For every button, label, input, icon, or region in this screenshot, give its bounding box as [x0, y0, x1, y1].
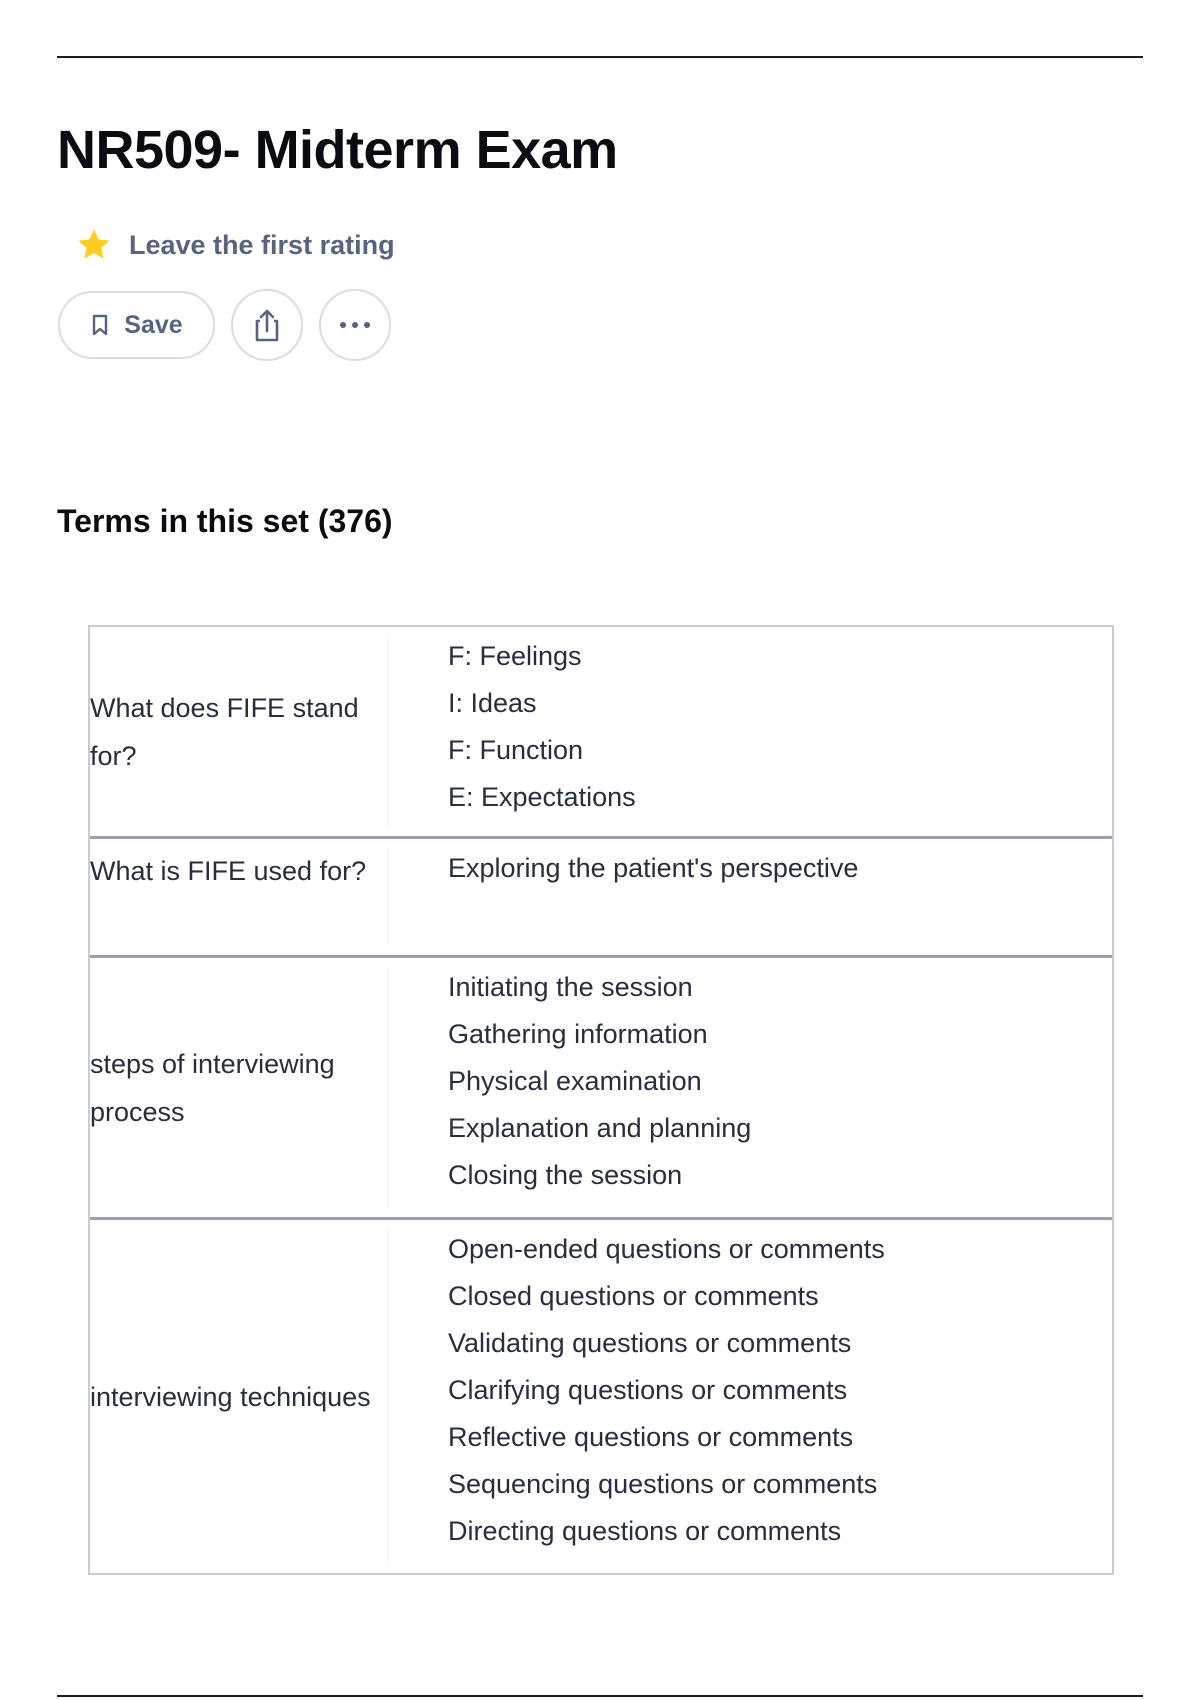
term-text: steps of interviewing process — [90, 966, 388, 1209]
definition-line: Reflective questions or comments — [448, 1422, 854, 1452]
star-icon — [75, 226, 113, 264]
definition-line: Exploring the patient's perspective — [448, 853, 859, 883]
top-divider — [57, 56, 1143, 58]
term-text: What is FIFE used for? — [90, 847, 388, 947]
definition-line: F: Feelings — [448, 641, 582, 671]
definition-line: I: Ideas — [448, 688, 537, 718]
terms-heading: Terms in this set (376) — [57, 503, 393, 539]
definition-line: F: Function — [448, 735, 584, 765]
term-definition — [388, 839, 1112, 955]
definition-line: Clarifying questions or comments — [448, 1375, 848, 1405]
definition-line: Initiating the session — [448, 972, 693, 1002]
term-row — [90, 955, 1112, 1217]
definition-line: Closing the session — [448, 1160, 683, 1190]
definition-line: Closed questions or comments — [448, 1281, 819, 1311]
term-text: What does FIFE stand for? — [90, 635, 388, 828]
definition-line: Open-ended questions or comments — [448, 1234, 885, 1264]
term-definition — [388, 958, 1112, 1217]
more-options-button[interactable] — [319, 289, 391, 361]
rating-link[interactable] — [75, 226, 395, 264]
term-text: interviewing techniques — [90, 1228, 388, 1565]
term-row — [90, 1217, 1112, 1573]
set-actions — [58, 291, 391, 361]
save-button[interactable] — [58, 291, 215, 359]
bottom-divider — [57, 1695, 1143, 1697]
save-label: Save — [124, 310, 183, 339]
term-row — [90, 627, 1112, 836]
definition-line: Explanation and planning — [448, 1113, 752, 1143]
term-definition — [388, 627, 1112, 836]
definition-line: Sequencing questions or comments — [448, 1469, 878, 1499]
rating-label: Leave the first rating — [129, 229, 395, 260]
more-icon — [337, 320, 373, 330]
definition-line: Directing questions or comments — [448, 1516, 842, 1546]
definition-line: E: Expectations — [448, 782, 636, 812]
share-icon — [251, 307, 283, 343]
definition-line: Gathering information — [448, 1019, 708, 1049]
term-definition — [388, 1220, 1112, 1573]
definition-line: Physical examination — [448, 1066, 702, 1096]
page-title: NR509- Midterm Exam — [57, 120, 618, 180]
term-row — [90, 836, 1112, 955]
definition-line: Validating questions or comments — [448, 1328, 852, 1358]
bookmark-icon — [90, 313, 110, 337]
terms-list — [88, 625, 1114, 1575]
share-button[interactable] — [231, 289, 303, 361]
